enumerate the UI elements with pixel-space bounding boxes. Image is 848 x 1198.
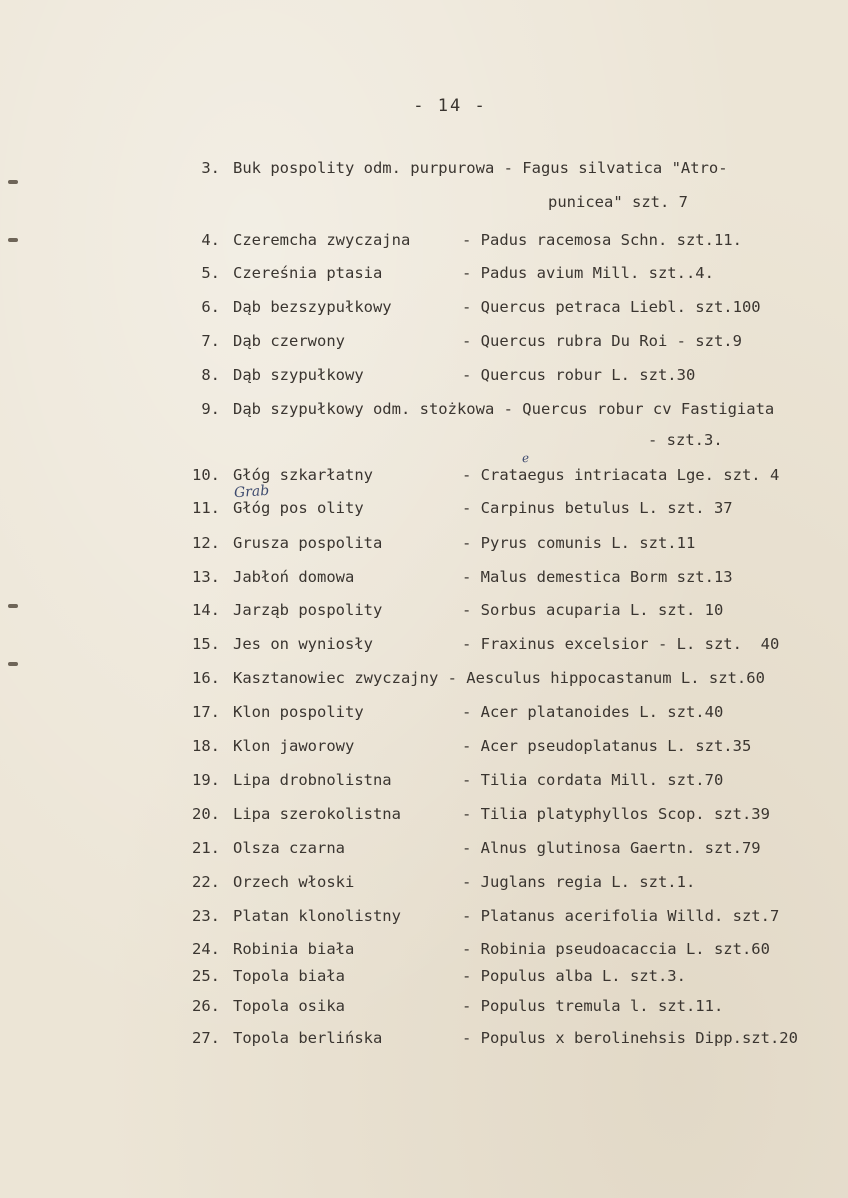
handwritten-correction: Grab	[233, 482, 270, 502]
entry-number: 14.	[192, 601, 220, 619]
latin-name: - Platanus acerifolia Willd. szt.7	[462, 907, 780, 925]
polish-name: Topola osika	[233, 997, 345, 1015]
punch-mark	[8, 604, 18, 608]
entry-number: 18.	[192, 737, 220, 755]
entry-number: 25.	[192, 967, 220, 985]
entry-number: 19.	[192, 771, 220, 789]
polish-name: Platan klonolistny	[233, 907, 401, 925]
entry-number: 9.	[201, 400, 220, 418]
entry-number: 16.	[192, 669, 220, 687]
entry-number: 24.	[192, 940, 220, 958]
entry-number: 4.	[201, 231, 220, 249]
polish-name: Topola biała	[233, 967, 345, 985]
latin-name: - Quercus rubra Du Roi - szt.9	[462, 332, 742, 350]
latin-name: - Acer platanoides L. szt.40	[462, 703, 724, 721]
polish-name: Jarząb pospolity	[233, 601, 383, 619]
latin-name: - Quercus petraca Liebl. szt.100	[462, 298, 761, 316]
handwritten-correction: e	[521, 450, 530, 466]
entry-number: 5.	[201, 264, 220, 282]
polish-name: Głóg szkarłatny	[233, 466, 373, 484]
entry-number: 15.	[192, 635, 220, 653]
latin-name: - Crataegus intriacata Lge. szt. 4	[462, 466, 780, 484]
latin-name: - Populus alba L. szt.3.	[462, 967, 686, 985]
polish-name: Jes on wyniosły	[233, 635, 373, 653]
latin-name: - Quercus robur L. szt.30	[462, 366, 696, 384]
latin-name: - Carpinus betulus L. szt. 37	[462, 499, 733, 517]
polish-name: Kasztanowiec zwyczajny - Aesculus hippocastanum L. szt.60	[233, 669, 765, 687]
polish-name: Dąb szypułkowy odm. stożkowa - Quercus robur cv Fastigiata	[233, 400, 775, 418]
latin-name: - Tilia cordata Mill. szt.70	[462, 771, 724, 789]
entry-number: 20.	[192, 805, 220, 823]
polish-name: Dąb czerwony	[233, 332, 345, 350]
polish-name: Lipa drobnolistna	[233, 771, 392, 789]
polish-name: Czeremcha zwyczajna	[233, 231, 411, 249]
entry-number: 12.	[192, 534, 220, 552]
entry-number: 6.	[201, 298, 220, 316]
polish-name: Głóg pos olity	[233, 499, 364, 517]
latin-name: - Alnus glutinosa Gaertn. szt.79	[462, 839, 761, 857]
entry-number: 8.	[201, 366, 220, 384]
polish-name: Buk pospolity odm. purpurowa - Fagus silvatica "Atro-	[233, 159, 728, 177]
latin-name: - Juglans regia L. szt.1.	[462, 873, 696, 891]
entry-number: 13.	[192, 568, 220, 586]
punch-mark	[8, 180, 18, 184]
latin-name: - Acer pseudoplatanus L. szt.35	[462, 737, 752, 755]
polish-name: Olsza czarna	[233, 839, 345, 857]
latin-name: - Populus x berolinehsis Dipp.szt.20	[462, 1029, 798, 1047]
latin-name: - Sorbus acuparia L. szt. 10	[462, 601, 724, 619]
entry-number: 17.	[192, 703, 220, 721]
latin-name: - Robinia pseudoacaccia L. szt.60	[462, 940, 770, 958]
latin-name: - Malus demestica Borm szt.13	[462, 568, 733, 586]
polish-name: Grusza pospolita	[233, 534, 383, 552]
latin-name: - Populus tremula l. szt.11.	[462, 997, 724, 1015]
continuation-line: punicea" szt. 7	[548, 193, 688, 211]
entry-number: 11.	[192, 499, 220, 517]
entry-number: 23.	[192, 907, 220, 925]
polish-name: Orzech włoski	[233, 873, 355, 891]
polish-name: Klon jaworowy	[233, 737, 355, 755]
latin-name: - Fraxinus excelsior - L. szt. 40	[462, 635, 780, 653]
latin-name: - Padus avium Mill. szt..4.	[462, 264, 714, 282]
continuation-line: - szt.3.	[648, 431, 723, 449]
latin-name: - Padus racemosa Schn. szt.11.	[462, 231, 742, 249]
polish-name: Topola berlińska	[233, 1029, 383, 1047]
latin-name: - Tilia platyphyllos Scop. szt.39	[462, 805, 770, 823]
punch-mark	[8, 238, 18, 242]
polish-name: Klon pospolity	[233, 703, 364, 721]
entry-number: 26.	[192, 997, 220, 1015]
polish-name: Dąb bezszypułkowy	[233, 298, 392, 316]
entry-number: 7.	[201, 332, 220, 350]
latin-name: - Pyrus comunis L. szt.11	[462, 534, 696, 552]
polish-name: Czereśnia ptasia	[233, 264, 383, 282]
entry-number: 21.	[192, 839, 220, 857]
polish-name: Jabłoń domowa	[233, 568, 355, 586]
polish-name: Lipa szerokolistna	[233, 805, 401, 823]
entry-number: 3.	[201, 159, 220, 177]
polish-name: Dąb szypułkowy	[233, 366, 364, 384]
entry-number: 27.	[192, 1029, 220, 1047]
entry-number: 10.	[192, 466, 220, 484]
polish-name: Robinia biała	[233, 940, 355, 958]
punch-mark	[8, 662, 18, 666]
entry-number: 22.	[192, 873, 220, 891]
page-number: - 14 -	[413, 96, 487, 116]
